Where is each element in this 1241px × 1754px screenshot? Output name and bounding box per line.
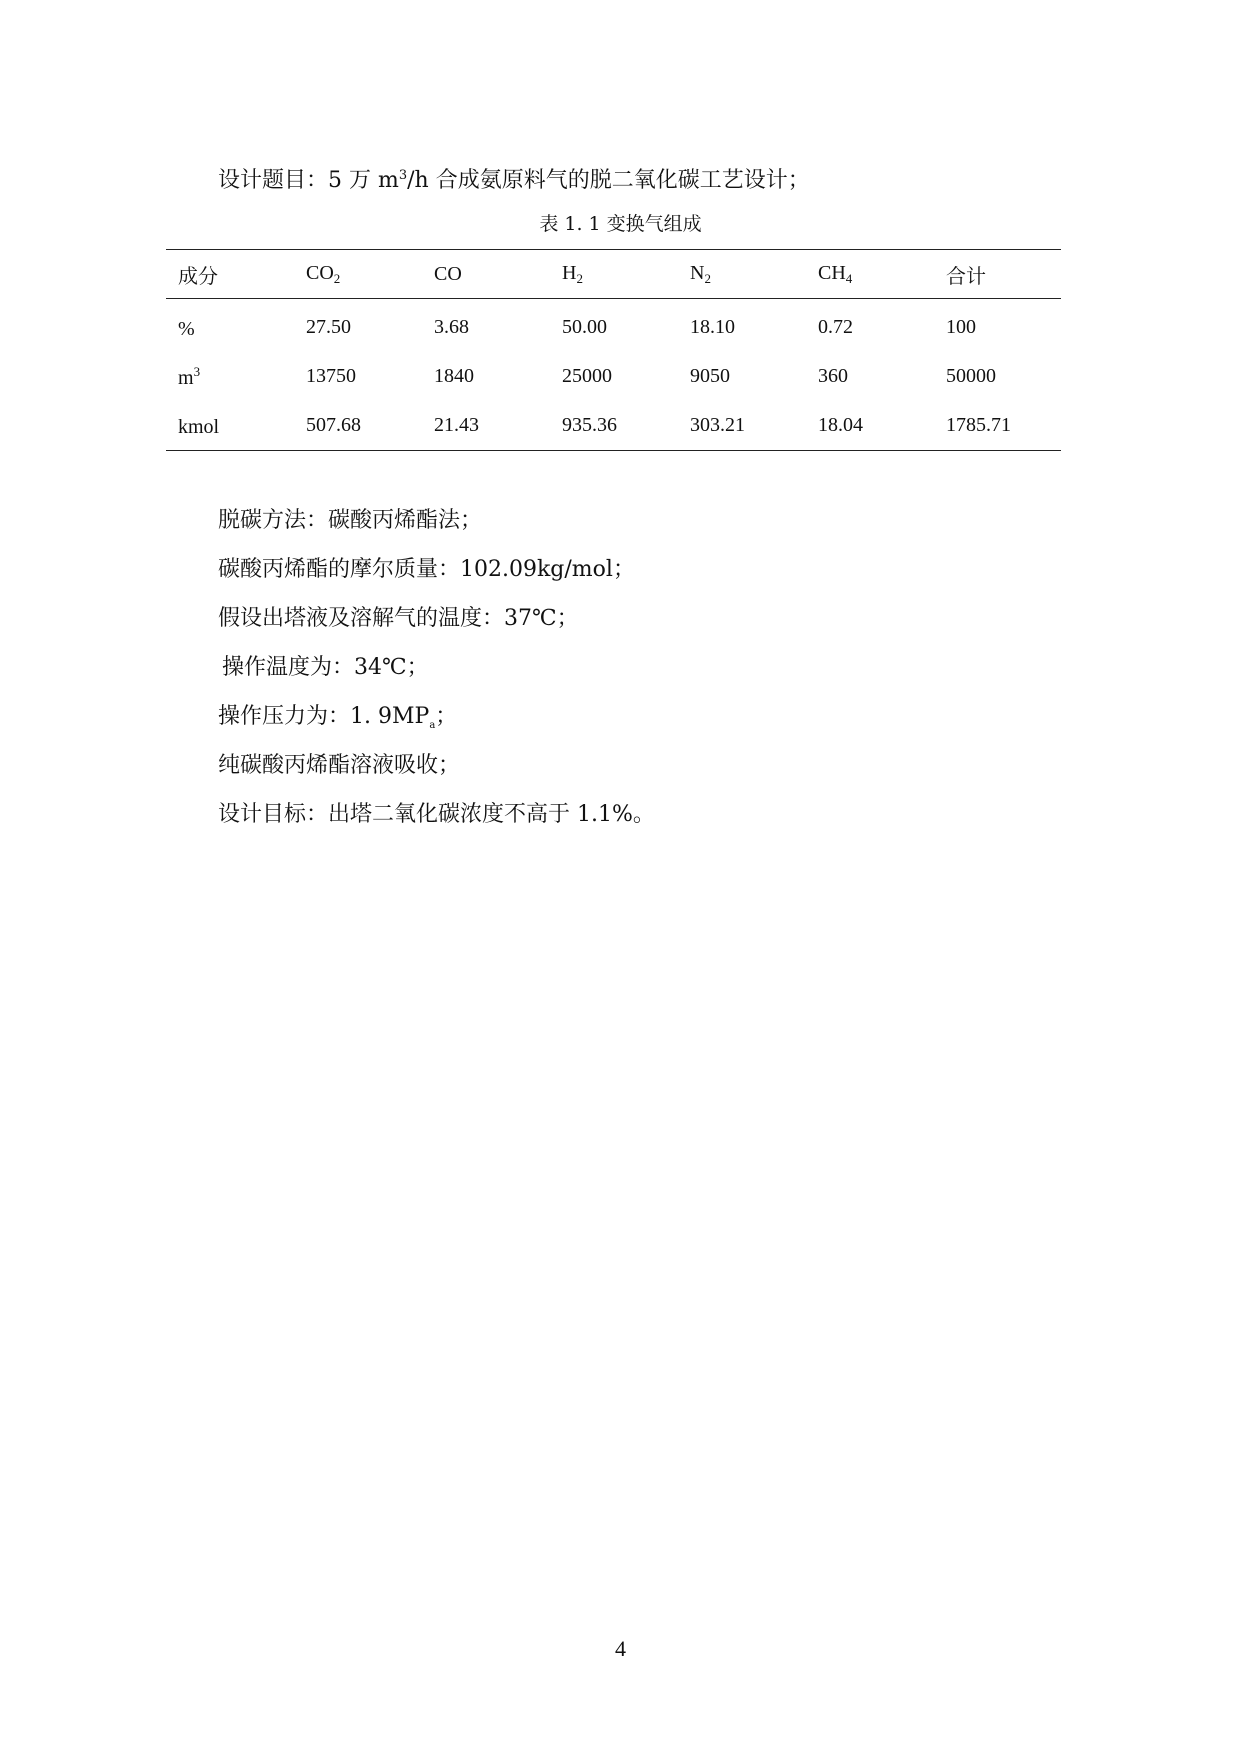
design-parameters-list: [218, 505, 655, 848]
design-subject-line: [218, 160, 810, 197]
table-cell: 0.72: [818, 316, 853, 338]
param-outlet-temperature: 假设出塔液及溶解气的温度：37℃；: [218, 606, 579, 631]
table-row: [166, 299, 1061, 353]
table-cell: 25000: [562, 365, 612, 387]
table-cell: 303.21: [678, 401, 806, 451]
header-n2: $N_2$: [678, 250, 806, 299]
table-cell: 18.04: [806, 401, 934, 451]
table-cell: 9050: [690, 365, 730, 387]
row-label-volume: $m^3$: [178, 363, 201, 389]
page-number: 4: [615, 1636, 626, 1661]
table-cell: 1840: [434, 365, 474, 387]
table-cell: 27.50: [306, 316, 351, 338]
param-operating-temperature: 操作温度为：34℃；: [222, 655, 429, 680]
row-label-kmol: kmol: [166, 401, 294, 451]
header-total: 合计: [934, 250, 1061, 299]
param-absorbent: 纯碳酸丙烯酯溶液吸收；: [218, 753, 461, 778]
header-co: CO: [422, 250, 550, 299]
subject-superscript: 3: [398, 168, 408, 183]
table-row: [166, 352, 1061, 401]
header-co2: $CO_2$: [294, 250, 422, 299]
table-cell: 21.43: [422, 401, 550, 451]
table-row: [166, 401, 1061, 451]
subject-prefix: 设计题目：5 万 m: [218, 168, 399, 193]
table-cell: 935.36: [550, 401, 678, 451]
table-cell: 50.00: [562, 316, 607, 338]
table-cell: 507.68: [294, 401, 422, 451]
param-method: 脱碳方法：碳酸丙烯酯法；: [218, 508, 483, 533]
gas-composition-table: [166, 249, 1061, 451]
table-header-row: [166, 250, 1061, 299]
table-cell: 13750: [306, 365, 356, 387]
table-cell: 360: [818, 365, 848, 387]
table-cell: 100: [946, 316, 976, 338]
table-cell: 50000: [946, 365, 996, 387]
table-caption: 表 1. 1 变换气组成: [539, 213, 702, 235]
table-cell: 1785.71: [934, 401, 1061, 451]
param-molar-mass: 碳酸丙烯酯的摩尔质量：102.09kg/mol；: [218, 557, 635, 582]
param-design-target: 设计目标：出塔二氧化碳浓度不高于 1.1%。: [218, 802, 655, 827]
table-cell: 3.68: [434, 316, 469, 338]
header-ch4: $CH_4$: [806, 250, 934, 299]
table-cell: 18.10: [690, 316, 735, 338]
param-operating-pressure: 操作压力为：1. $9MP_a$；: [218, 704, 458, 731]
header-h2: $H_2$: [550, 250, 678, 299]
subject-suffix: /h 合成氨原料气的脱二氧化碳工艺设计；: [407, 168, 810, 193]
header-component: 成分: [166, 250, 294, 299]
row-label-percent: %: [178, 317, 195, 340]
